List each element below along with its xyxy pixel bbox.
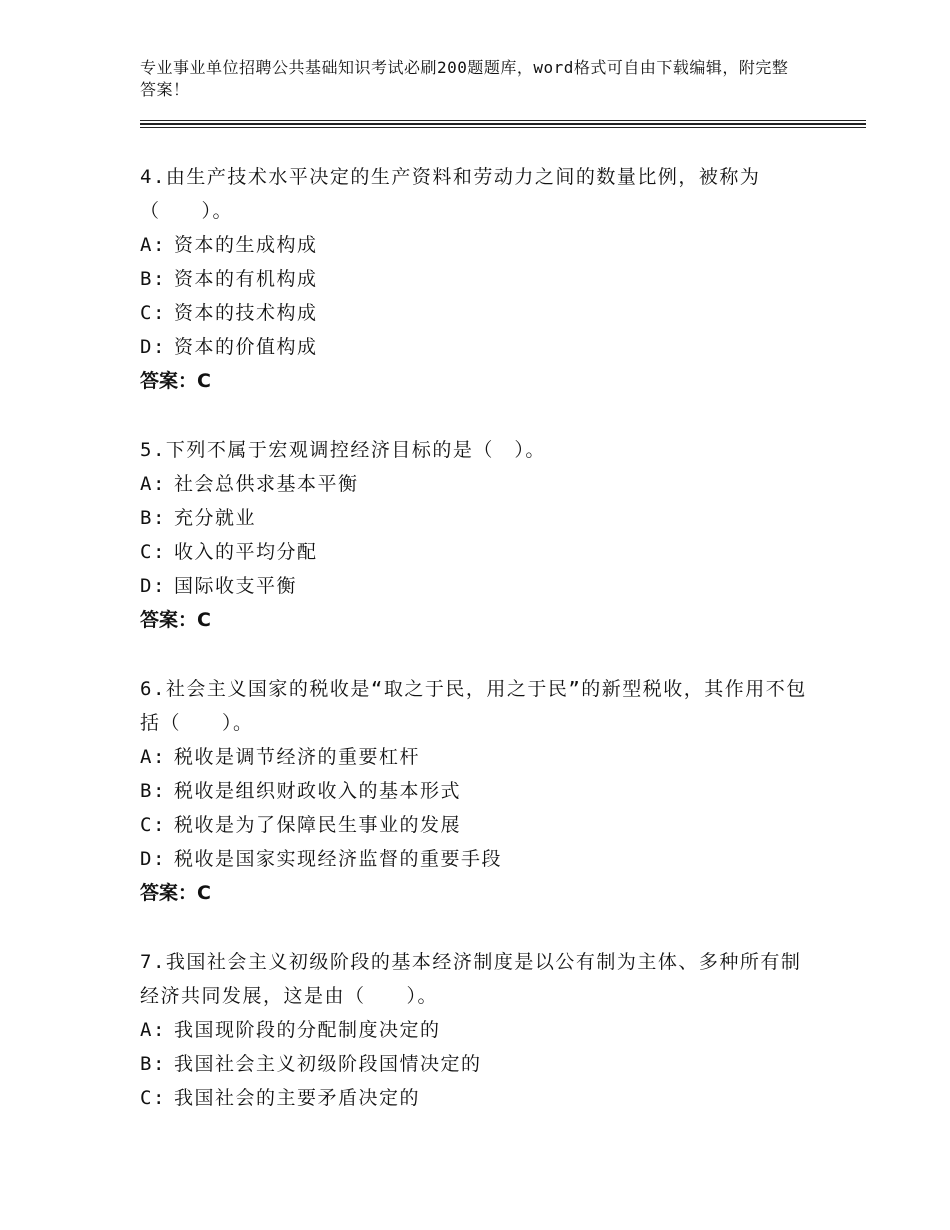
option-text: 收入的平均分配 [174, 541, 318, 563]
option-d [140, 330, 810, 364]
option-letter: D: [140, 575, 166, 597]
answer-label: 答案：C [140, 609, 211, 631]
option-letter: C: [140, 1087, 166, 1109]
option-text: 税收是为了保障民生事业的发展 [174, 814, 462, 836]
option-d [140, 842, 810, 876]
option-letter: A: [140, 234, 166, 256]
option-a [140, 1013, 810, 1047]
option-text: 资本的价值构成 [174, 336, 318, 358]
document-header: 专业事业单位招聘公共基础知识考试必刷200题题库，word格式可自由下载编辑，附完整答案！ [140, 58, 789, 99]
answer-label: 答案：C [140, 882, 211, 904]
option-letter: D: [140, 848, 166, 870]
header-rule-top [140, 120, 866, 121]
option-text: 社会总供求基本平衡 [174, 473, 359, 495]
option-a [140, 228, 810, 262]
option-b [140, 774, 810, 808]
option-text: 税收是组织财政收入的基本形式 [174, 780, 462, 802]
option-letter: C: [140, 541, 166, 563]
option-d [140, 569, 810, 603]
option-text: 资本的有机构成 [174, 268, 318, 290]
header-rule-middle [140, 123, 866, 125]
option-letter: C: [140, 814, 166, 836]
option-text: 资本的生成构成 [174, 234, 318, 256]
option-text: 税收是国家实现经济监督的重要手段 [174, 848, 503, 870]
option-text: 我国社会的主要矛盾决定的 [174, 1087, 421, 1109]
question-7 [140, 945, 810, 1115]
option-c [140, 535, 810, 569]
option-text: 我国社会主义初级阶段国情决定的 [174, 1053, 482, 1075]
option-letter: D: [140, 336, 166, 358]
option-text: 税收是调节经济的重要杠杆 [174, 746, 421, 768]
question-6 [140, 672, 810, 910]
option-text: 资本的技术构成 [174, 302, 318, 324]
question-4 [140, 160, 810, 398]
option-letter: B: [140, 780, 166, 802]
option-text: 国际收支平衡 [174, 575, 298, 597]
question-5 [140, 433, 810, 637]
option-a [140, 740, 810, 774]
question-stem: 4.由生产技术水平决定的生产资料和劳动力之间的数量比例，被称为（ ）。 [140, 166, 761, 222]
option-c [140, 296, 810, 330]
question-stem: 7.我国社会主义初级阶段的基本经济制度是以公有制为主体、多种所有制经济共同发展，这是由（ ）。 [140, 951, 802, 1007]
option-b [140, 1047, 810, 1081]
question-stem: 5.下列不属于宏观调控经济目标的是（ ）。 [140, 439, 546, 461]
option-letter: A: [140, 746, 166, 768]
header-rule-bottom [140, 127, 866, 128]
option-a [140, 467, 810, 501]
option-b [140, 262, 810, 296]
option-c [140, 1081, 810, 1115]
option-letter: A: [140, 473, 166, 495]
option-letter: B: [140, 507, 166, 529]
question-stem: 6.社会主义国家的税收是“取之于民，用之于民”的新型税收，其作用不包括（ ）。 [140, 678, 807, 734]
option-letter: B: [140, 268, 166, 290]
option-letter: C: [140, 302, 166, 324]
option-c [140, 808, 810, 842]
answer-label: 答案：C [140, 370, 211, 392]
option-letter: B: [140, 1053, 166, 1075]
option-text: 充分就业 [174, 507, 257, 529]
option-text: 我国现阶段的分配制度决定的 [174, 1019, 441, 1041]
option-letter: A: [140, 1019, 166, 1041]
option-b [140, 501, 810, 535]
